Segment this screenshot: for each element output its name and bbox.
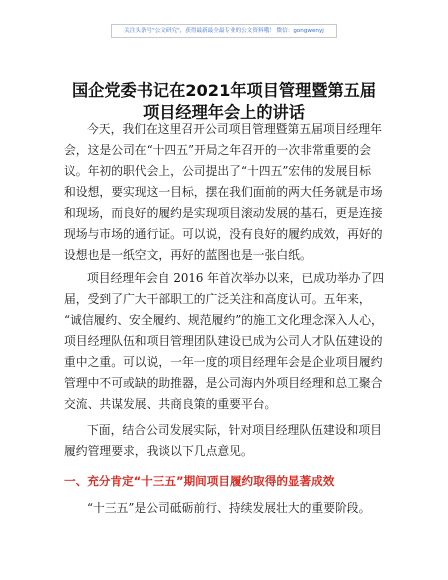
paragraph-line: 交流、共谋发展、共商良策的重要平台。 [64,397,277,411]
paragraph-line: “诚信履约、安全履约、规范履约”的施工文化理念深入人心， [64,313,383,327]
paragraph-line: 会，这是公司在“十四五”开局之年召开的一次非常重要的会 [64,143,371,157]
paragraph-line: 项目经理队伍和项目管理团队建设已成为公司人才队伍建设的 [64,334,383,348]
paragraph-2 [64,268,400,415]
paragraph-line: 履约管理要求，我谈以下几点意见。 [64,444,253,458]
document-title-line-2: 项目经理年会上的讲话 [143,103,305,122]
paragraph-line: 和现场，而良好的履约是实现项目滚动发展的基石，更是连接 [64,206,383,220]
paragraph-line: 和设想，要实现这一目标，摆在我们面前的两大任务就是市场 [64,185,383,199]
paragraph-line: 设想也是一纸空文，再好的蓝图也是一张白纸。 [64,248,312,262]
promo-banner[interactable]: 关注头条号"公文研究"，获得最新最全最专业的公文资料哦！ 微信：gongwenyj [111,24,337,38]
paragraph-line: 议。年初的职代会上，公司提出了“十四五”宏伟的发展目标 [64,164,371,178]
paragraph-line: 今天，我们在这里召开公司项目管理暨第五届项目经理年 [87,122,382,136]
paragraph-line: 管理中不可或缺的助推器，是公司海内外项目经理和总工聚合 [64,376,383,390]
paragraph-line: 现场与市场的通行证。可以说，没有良好的履约成效，再好的 [64,227,383,241]
paragraph-line: “十三五”是公司砥砺前行、持续发展壮大的重要阶段。 [87,501,371,515]
document-title-line-1: 国企党委书记在2021年项目管理暨第五届 [71,81,377,100]
paragraph-line: 项目经理年会自 2016 年首次举办以来，已成功举办了四 [87,271,385,285]
paragraph-4 [64,498,400,519]
paragraph-line: 下面，结合公司发展实际，针对项目经理队伍建设和项目 [87,423,382,437]
paragraph-3 [64,420,400,462]
paragraph-line: 重中之重。可以说，一年一度的项目经理年会是企业项目履约 [64,355,383,369]
paragraph-line: 届，受到了广大干部职工的广泛关注和高度认可。五年来， [64,292,371,306]
paragraph-1 [64,119,400,266]
section-heading-1: 一、充分肯定“十三五”期间项目履约取得的显著成效 [64,474,335,488]
